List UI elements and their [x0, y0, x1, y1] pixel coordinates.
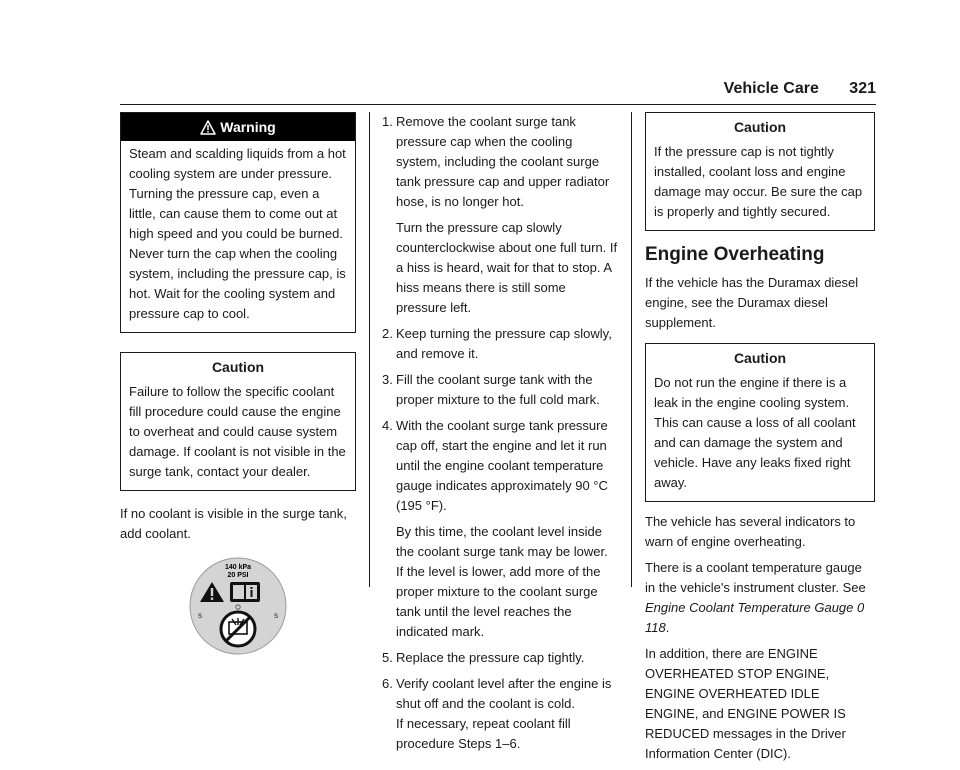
caution-box	[645, 343, 875, 502]
cap-kpa-label: 140 kPa	[224, 564, 252, 571]
column-divider	[631, 112, 632, 587]
page-reference: 0 118	[645, 600, 865, 635]
header-rule	[120, 104, 876, 105]
paragraph: If the vehicle has the Duramax diesel engine, see the Duramax diesel supplement.	[645, 275, 859, 330]
section-title: Vehicle Care	[723, 80, 819, 97]
pressure-cap-illustration	[120, 556, 356, 662]
caution-body: Do not run the engine if there is a leak in the engine cooling system. This can cause a loss of all coolant and can damage the system and vehicle. Have any leaks fixed right away.	[654, 375, 856, 490]
paragraph: The vehicle has several indicators to warn of engine overheating.	[645, 514, 856, 549]
list-item: 6. Verify coolant level after the engine is shut off and the coolant is cold.	[382, 676, 612, 711]
warning-title-text: Warning	[220, 119, 276, 135]
warning-body: Steam and scalding liquids from a hot cooling system are under pressure. Turning the pressure cap, even a little, can cause them to come out at high speed and you could be burned. Never turn the cap when the cooling system, including the pressure cap, is hot. Wait for the cooling system and pressure cap to cool.	[129, 146, 346, 321]
warning-icon	[200, 120, 216, 135]
page-number: 321	[849, 80, 876, 97]
list-item: 3. Fill the coolant surge tank with the proper mixture to the full cold mark.	[382, 372, 600, 407]
caution-box	[120, 352, 356, 491]
warning-title	[121, 113, 355, 141]
cross-reference-link[interactable]: Engine Coolant Temperature Gauge	[645, 600, 854, 615]
caution-body: Failure to follow the specific coolant fill procedure could cause the engine to overheat and could cause system damage. If coolant is not visible in the surge tank, contact your dealer.	[129, 384, 346, 479]
list-item: 4. With the coolant surge tank pressure cap off, start the engine and let it run until the engine coolant temperature gauge indicates approximately 90 °C (195 °F).	[382, 418, 608, 513]
list-item: 2. Keep turning the pressure cap slowly, and remove it.	[382, 326, 612, 361]
paragraph: There is a coolant temperature gauge in the vehicle's instrument cluster. See Engine Coolant Temperature Gauge 0 118.	[645, 560, 866, 635]
warning-box	[120, 112, 356, 333]
paragraph: If no coolant is visible in the surge tank, add coolant.	[120, 506, 347, 541]
caution-title: Caution	[733, 350, 787, 366]
right-column	[645, 112, 875, 770]
column-divider	[369, 112, 370, 587]
svg-text:S: S	[274, 614, 279, 620]
caution-title: Caution	[211, 359, 265, 375]
caution-box	[645, 112, 875, 231]
section-heading: Engine Overheating	[645, 244, 825, 265]
step-note: By this time, the coolant level inside the coolant surge tank may be lower. If the level is lower, add more of the proper mixture to the coolant surge tank until the level reaches the indicated mark.	[396, 524, 608, 639]
cap-psi-label: 20 PSI	[227, 572, 249, 579]
middle-column	[382, 112, 618, 760]
page-header	[120, 80, 876, 102]
step-note: Turn the pressure cap slowly counterclockwise about one full turn. If a hiss is heard, wait for that to stop. A hiss means there is still some pressure left.	[396, 220, 618, 315]
paragraph: In addition, there are ENGINE OVERHEATED STOP ENGINE, ENGINE OVERHEATED IDLE ENGINE, and ENGINE POWER IS REDUCED messages in the Driver Information Center (DIC).	[645, 646, 846, 761]
caution-title: Caution	[733, 119, 787, 135]
step-note: If necessary, repeat coolant fill procedure Steps 1–6.	[396, 716, 571, 751]
left-column	[120, 112, 356, 662]
caution-body: If the pressure cap is not tightly installed, coolant loss and engine damage may occur. Be sure the cap is properly and tightly secured.	[654, 144, 863, 219]
list-item: 5. Replace the pressure cap tightly.	[382, 650, 585, 665]
svg-text:S: S	[198, 614, 203, 620]
pressure-cap-icon	[188, 556, 288, 656]
list-item: 1. Remove the coolant surge tank pressure cap when the cooling system, including the coolant surge tank pressure cap and upper radiator hose, is no longer hot.	[382, 114, 610, 209]
